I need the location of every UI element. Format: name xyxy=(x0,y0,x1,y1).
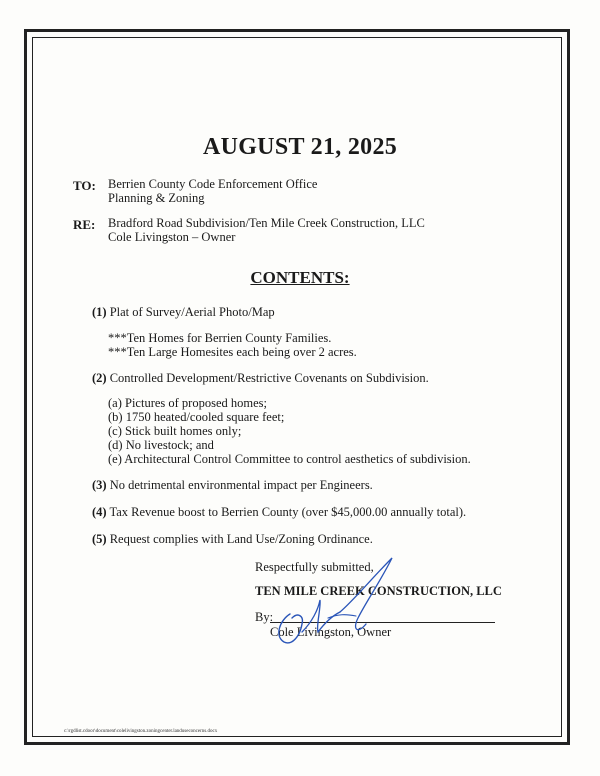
contents-heading: CONTENTS: xyxy=(250,268,350,287)
by-label: By: xyxy=(255,610,274,624)
re-line-1: Bradford Road Subdivision/Ten Mile Creek Construction, LLC xyxy=(108,216,425,230)
item-number: (1) xyxy=(92,305,107,319)
re-line-2: Cole Livingston – Owner xyxy=(108,230,236,244)
signer-name: Cole Livingston, Owner xyxy=(270,625,392,639)
item-number: (3) xyxy=(92,478,107,492)
item-text: Plat of Survey/Aerial Photo/Map xyxy=(109,305,275,319)
handwritten-signature xyxy=(262,552,412,652)
list-item xyxy=(92,305,275,320)
item-number: (5) xyxy=(92,532,107,546)
company-name: TEN MILE CREEK CONSTRUCTION, LLC xyxy=(255,584,502,598)
list-item xyxy=(92,505,466,520)
list-item xyxy=(92,478,373,493)
to-line-2: Planning & Zoning xyxy=(108,191,205,205)
item-text: Controlled Development/Restrictive Covenants on Subdivision. xyxy=(109,371,429,385)
closing-line: Respectfully submitted, xyxy=(255,560,374,574)
item2-subitem: (e) Architectural Control Committee to control aesthetics of subdivision. xyxy=(108,452,471,466)
item2-subitem: (a) Pictures of proposed homes; xyxy=(108,396,267,410)
item-text: Request complies with Land Use/Zoning Ordinance. xyxy=(109,532,373,546)
item-number: (4) xyxy=(92,505,107,519)
to-line-1: Berrien County Code Enforcement Office xyxy=(108,177,318,191)
item-text: No detrimental environmental impact per Engineers. xyxy=(109,478,373,492)
to-label: TO: xyxy=(73,178,96,193)
list-item xyxy=(92,532,373,547)
item1-note: ***Ten Homes for Berrien County Families. xyxy=(108,331,332,345)
document-date: AUGUST 21, 2025 xyxy=(202,134,398,160)
list-item xyxy=(92,371,429,386)
item1-note: ***Ten Large Homesites each being over 2 acres. xyxy=(108,345,357,359)
item2-subitem: (d) No livestock; and xyxy=(108,438,214,452)
file-path-footer: c:\rgdlist.cdoor\document\colelivingston.zoningcenter.landuseconcerns.docx xyxy=(64,729,218,734)
re-label: RE: xyxy=(73,217,96,232)
item2-subitem: (c) Stick built homes only; xyxy=(108,424,242,438)
item-number: (2) xyxy=(92,371,107,385)
item-text: Tax Revenue boost to Berrien County (over $45,000.00 annually total). xyxy=(109,505,467,519)
item2-subitem: (b) 1750 heated/cooled square feet; xyxy=(108,410,285,424)
